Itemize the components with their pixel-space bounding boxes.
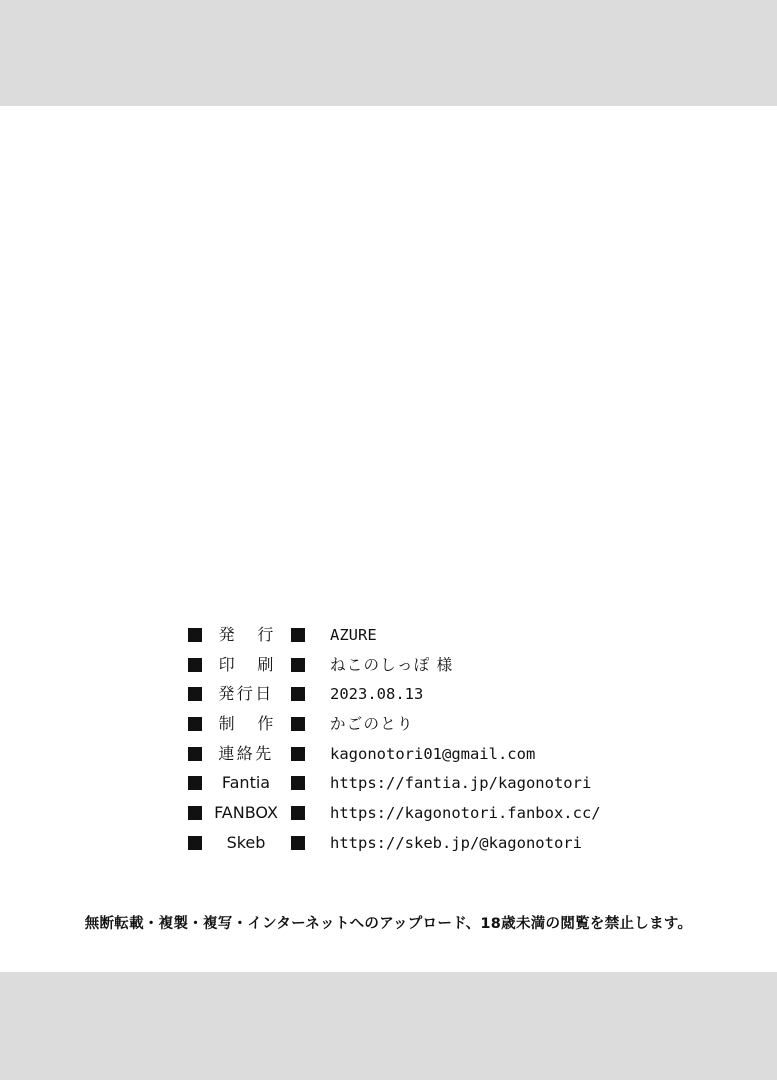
square-bullet-icon xyxy=(291,836,305,850)
colophon-row-contact xyxy=(188,742,608,772)
contact-label: 連絡先 xyxy=(218,743,274,763)
colophon-row-fantia xyxy=(188,771,608,801)
date-label: 発行日 xyxy=(218,684,274,704)
fantia-url: https://fantia.jp/kagonotori xyxy=(330,774,592,793)
document-page xyxy=(0,106,777,972)
square-bullet-icon xyxy=(188,836,202,850)
author-value: かごのとり xyxy=(330,715,414,734)
square-bullet-icon xyxy=(291,658,305,672)
author-label: 制 作 xyxy=(218,714,283,734)
contact-value: kagonotori01@gmail.com xyxy=(330,744,536,763)
square-bullet-icon xyxy=(188,747,202,761)
square-bullet-icon xyxy=(188,658,202,672)
square-bullet-icon xyxy=(291,776,305,790)
fanbox-url: https://kagonotori.fanbox.cc/ xyxy=(330,804,601,823)
square-bullet-icon xyxy=(188,628,202,642)
skeb-label: Skeb xyxy=(226,832,266,852)
printer-label: 印 刷 xyxy=(218,654,283,674)
skeb-url: https://skeb.jp/@kagonotori xyxy=(330,833,582,852)
top-margin-band xyxy=(0,0,777,106)
publisher-value: AZURE xyxy=(330,626,377,644)
colophon-row-fanbox xyxy=(188,801,608,831)
square-bullet-icon xyxy=(188,806,202,820)
colophon-row-printer xyxy=(188,653,608,683)
fanbox-label: FANBOX xyxy=(214,803,278,823)
square-bullet-icon xyxy=(291,747,305,761)
publisher-label: 発 行 xyxy=(218,625,283,644)
colophon-row-skeb xyxy=(188,831,608,861)
copyright-notice: 無断転載・複製・複写・インターネットへのアップロード、18歳未満の閲覧を禁止します。 xyxy=(84,916,693,932)
square-bullet-icon xyxy=(291,717,305,731)
colophon-row-publisher xyxy=(188,623,608,653)
colophon xyxy=(188,623,608,861)
bottom-margin-band xyxy=(0,972,777,1080)
square-bullet-icon xyxy=(291,628,305,642)
square-bullet-icon xyxy=(188,717,202,731)
square-bullet-icon xyxy=(188,776,202,790)
square-bullet-icon xyxy=(188,687,202,701)
colophon-row-date xyxy=(188,682,608,712)
fantia-label: Fantia xyxy=(221,773,271,793)
colophon-row-author xyxy=(188,712,608,742)
square-bullet-icon xyxy=(291,806,305,820)
printer-value: ねこのしっぽ 様 xyxy=(330,655,454,674)
date-value: 2023.08.13 xyxy=(330,685,424,704)
square-bullet-icon xyxy=(291,687,305,701)
